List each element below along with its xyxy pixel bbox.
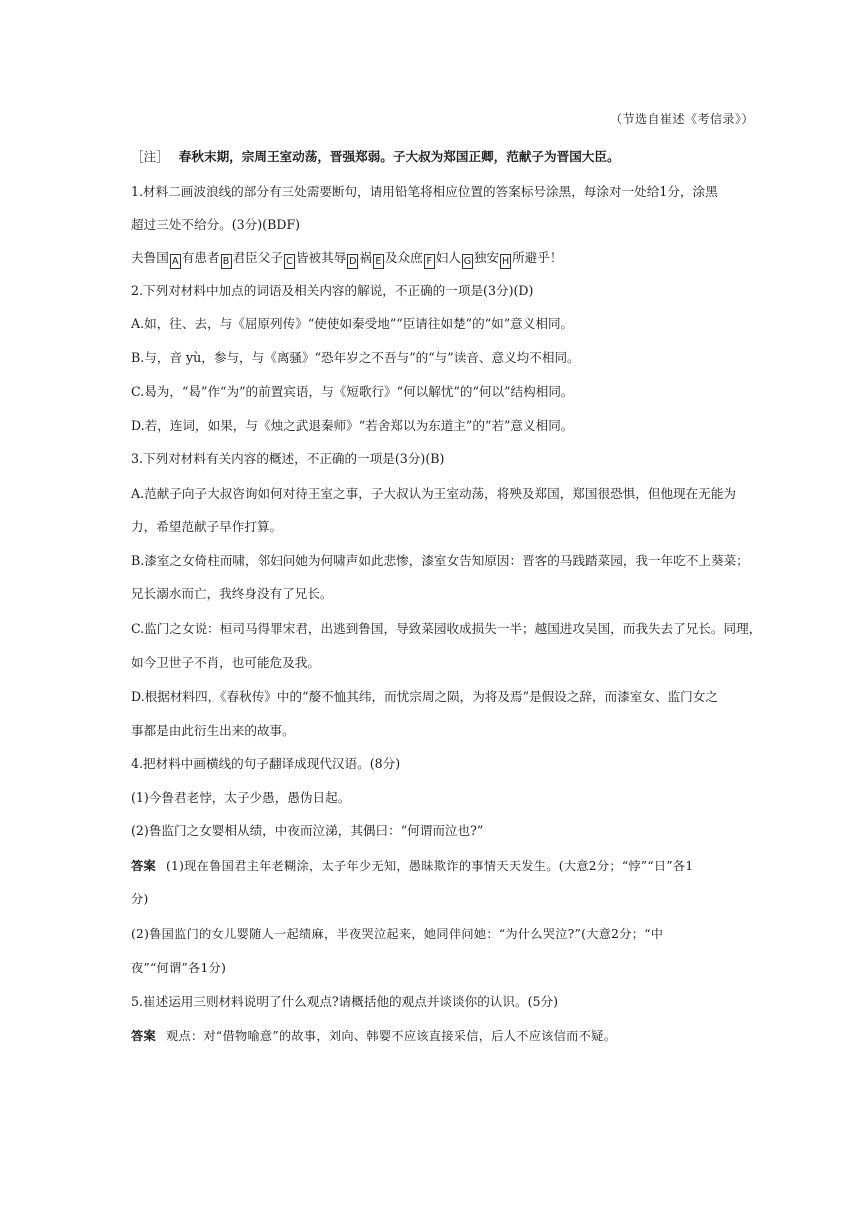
segment: 独安 — [473, 250, 500, 265]
q2-option-c: C.曷为，“曷”作“为”的前置宾语，与《短歌行》“何以解忧”的“何以”结构相同。 — [131, 384, 574, 399]
answer-label: 答案 — [131, 1029, 156, 1043]
q3-option-c-line1: C.监门之女说：桓司马得罪宋君，出逃到鲁国，导致菜园收成损失一半；越国进攻吴国，而我失去了兄长。同理， — [131, 621, 762, 636]
q1-stem-line2: 超过三处不给分。(3分)(BDF) — [131, 217, 301, 232]
segment: 祸 — [359, 250, 372, 265]
q2-option-b: B.与，音 yù，参与，与《离骚》“恐年岁之不吾与”的“与”读音、意义均不相同。 — [131, 350, 580, 365]
segment: 君臣父子 — [232, 250, 283, 265]
q3-option-b-line2: 兄长溺水而亡，我终身没有了兄长。 — [131, 586, 333, 601]
segment: 皆被其辱 — [295, 250, 347, 265]
answer-text: (1)现在鲁国君主年老糊涂，太子年少无知，愚昧欺诈的事情天天发生。(大意2分；“悖”“日”各1 — [165, 859, 694, 873]
answer-label: 答案 — [131, 859, 156, 873]
q3-option-a-line1: A.范献子向子大叔咨询如何对待王室之事，子大叔认为王室动荡，将殃及郑国，郑国很恐惧，但他现在无能为 — [131, 486, 737, 501]
q2-option-a: A.如，往、去，与《屈原列传》“使使如秦受地”“臣请往如楚”的“如”意义相同。 — [131, 316, 574, 331]
q3-option-d-line1: D.根据材料四，《春秋传》中的“嫠不恤其纬，而忧宗周之陨，为将及焉”是假设之辞，而漆室女、监门女之 — [131, 689, 718, 704]
q4-answer-1-line2: 分) — [131, 892, 149, 906]
source-citation: （节选自崔述《考信录》） — [609, 112, 754, 126]
answer-text: 观点：对“借物喻意”的故事，刘向、韩婴不应该直接采信，后人不应该信而不疑。 — [165, 1029, 617, 1043]
option-box-c: C — [284, 254, 295, 269]
q4-answer-2-line1: (2)鲁国监门的女儿婴随人一起绩麻，半夜哭泣起来，她同伴问她：“为什么哭泣?”(大意2分；“中 — [131, 927, 664, 941]
q5-answer — [131, 1027, 751, 1045]
q4-answer-2-line2: 夜”“何谓”各1分) — [131, 961, 227, 975]
option-box-f: F — [424, 254, 435, 269]
q3-stem: 3.下列对材料有关内容的概述，不正确的一项是(3分)(B) — [131, 451, 445, 466]
q4-sentence-2: (2)鲁监门之女婴相从绩，中夜而泣涕，其偶曰：“何谓而泣也?” — [131, 823, 484, 838]
note-text: 春秋末期，宗周王室动荡，晋强郑弱。子大叔为郑国正卿，范献子为晋国大臣。 — [178, 149, 620, 164]
option-box-g: G — [463, 256, 472, 267]
q3-option-a-line2: 力，希望范献子早作打算。 — [131, 519, 283, 534]
segment: 及众庶 — [384, 250, 423, 265]
segment: 妇人 — [435, 250, 461, 265]
q1-sentence-with-boxes — [131, 249, 751, 269]
q4-sentence-1: (1)今鲁君老悖，太子少愚，愚伪日起。 — [131, 790, 351, 805]
q1-stem-line1: 1.材料二画波浪线的部分有三处需要断句，请用铅笔将相应位置的答案标号涂黑，每涂对一处给1分，涂黑 — [131, 184, 718, 199]
option-box-b: B — [221, 254, 232, 269]
segment: 所避乎！ — [512, 250, 563, 265]
q3-option-b-line1: B.漆室之女倚柱而啸，邻妇问她为何啸声如此悲惨，漆室女告知原因：晋客的马践踏菜园，我一年吃不上葵菜； — [131, 553, 749, 568]
note — [131, 148, 751, 166]
segment: 夫鲁国 — [131, 250, 169, 265]
q4-answer-1-line1 — [131, 857, 751, 875]
option-box-d: D — [349, 256, 357, 267]
q5-stem: 5.崔述运用三则材料说明了什么观点?请概括他的观点并谈谈你的认识。(5分) — [131, 994, 559, 1009]
option-box-a: A — [170, 254, 181, 269]
note-label: ［注］ — [131, 149, 169, 164]
q4-stem: 4.把材料中画横线的句子翻译成现代汉语。(8分) — [131, 756, 401, 771]
q3-option-c-line2: 如今卫世子不肖，也可能危及我。 — [131, 655, 320, 670]
q2-option-d: D.若，连词，如果，与《烛之武退秦师》“若舍郑以为东道主”的“若”意义相同。 — [131, 418, 574, 433]
q2-stem: 2.下列对材料中加点的词语及相关内容的解说，不正确的一项是(3分)(D) — [131, 283, 534, 298]
segment: 有患者 — [181, 250, 220, 265]
q3-option-d-line2: 事都是由此衍生出来的故事。 — [131, 723, 295, 738]
option-box-h: H — [501, 256, 510, 267]
option-box-e: E — [373, 254, 384, 269]
